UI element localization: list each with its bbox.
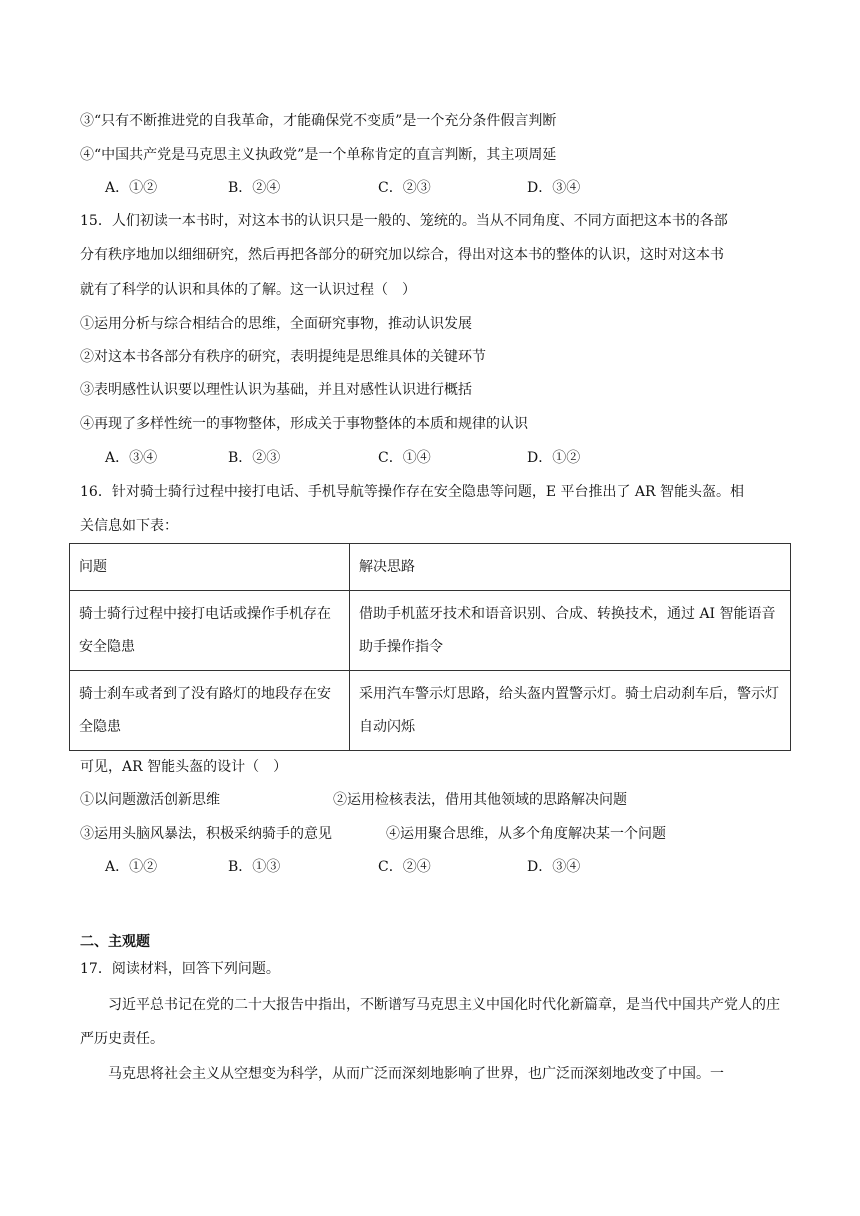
q15-option-a: A．③④ — [105, 450, 158, 466]
q14-statement-4: ④“中国共产党是马克思主义执政党”是一个单称肯定的直言判断，其主项周延 — [80, 147, 557, 163]
q17-paragraph-2: 马克思将社会主义从空想变为科学，从而广泛而深刻地影响了世界，也广泛而深刻地改变了中国。一 — [108, 1066, 724, 1082]
q14-statement-3: ③“只有不断推进党的自我革命，才能确保党不变质”是一个充分条件假言判断 — [80, 113, 557, 129]
q15-option-d: D．①② — [527, 450, 581, 466]
table-header-problem: 问题 — [70, 544, 350, 591]
q16-info-table — [69, 543, 791, 751]
q16-option-d: D．③④ — [527, 859, 581, 875]
table-cell-solution: 采用汽车警示灯思路，给头盔内置警示灯。骑士启动刹车后，警示灯自动闪烁 — [350, 671, 791, 751]
q16-option-b: B．①③ — [228, 859, 281, 875]
q17-paragraph-1: 习近平总书记在党的二十大报告中指出，不断谱写马克思主义中国化时代化新篇章，是当代中国共产党人的庄严历史责任。 — [80, 997, 780, 1047]
q15-statement-4: ④再现了多样性统一的事物整体，形成关于事物整体的本质和规律的认识 — [80, 416, 528, 432]
q17-stem: 17．阅读材料，回答下列问题。 — [80, 961, 280, 977]
q16-option-a: A．①② — [105, 859, 158, 875]
q16-stem-line-2: 关信息如下表： — [80, 518, 178, 534]
q16-statement-4: ④运用聚合思维，从多个角度解决某一个问题 — [386, 826, 666, 842]
q16-statement-3: ③运用头脑风暴法，积极采纳骑手的意见 — [80, 826, 332, 842]
table-row — [70, 591, 791, 671]
table-cell-problem: 骑士骑行过程中接打电话或操作手机存在安全隐患 — [70, 591, 350, 671]
q14-option-c: C．②③ — [378, 180, 431, 196]
table-header-row — [70, 544, 791, 591]
q15-stem-line-2: 分有秩序地加以细细研究，然后再把各部分的研究加以综合，得出对这本书的整体的认识，这时对这本书 — [80, 247, 724, 263]
q16-statement-1: ①以问题激活创新思维 — [80, 792, 220, 808]
q16-statement-2: ②运用检核表法，借用其他领域的思路解决问题 — [333, 792, 627, 808]
q15-stem-line-3: 就有了科学的认识和具体的了解。这一认识过程（ ） — [80, 282, 416, 298]
q15-stem-line-1: 15．人们初读一本书时，对这本书的认识只是一般的、笼统的。当从不同角度、不同方面把这本书的各部 — [80, 213, 728, 229]
q15-statement-1: ①运用分析与综合相结合的思维，全面研究事物，推动认识发展 — [80, 316, 472, 332]
q14-option-a: A．①② — [105, 180, 158, 196]
section-title: 二、主观题 — [80, 934, 150, 950]
q14-option-b: B．②④ — [228, 180, 281, 196]
q14-option-d: D．③④ — [527, 180, 581, 196]
q15-option-b: B．②③ — [228, 450, 281, 466]
q15-option-c: C．①④ — [378, 450, 431, 466]
table-header-solution: 解决思路 — [350, 544, 791, 591]
table-cell-problem: 骑士刹车或者到了没有路灯的地段存在安全隐患 — [70, 671, 350, 751]
q16-question: 可见，AR 智能头盔的设计（ ） — [80, 759, 288, 775]
table-cell-solution: 借助手机蓝牙技术和语音识别、合成、转换技术，通过 AI 智能语音助手操作指令 — [350, 591, 791, 671]
q15-statement-2: ②对这本书各部分有秩序的研究，表明提纯是思维具体的关键环节 — [80, 349, 486, 365]
q15-statement-3: ③表明感性认识要以理性认识为基础，并且对感性认识进行概括 — [80, 382, 472, 398]
q16-option-c: C．②④ — [378, 859, 431, 875]
q16-stem-line-1: 16．针对骑士骑行过程中接打电话、手机导航等操作存在安全隐患等问题，E 平台推出了 AR 智能头盔。相 — [80, 484, 745, 500]
table-row — [70, 671, 791, 751]
